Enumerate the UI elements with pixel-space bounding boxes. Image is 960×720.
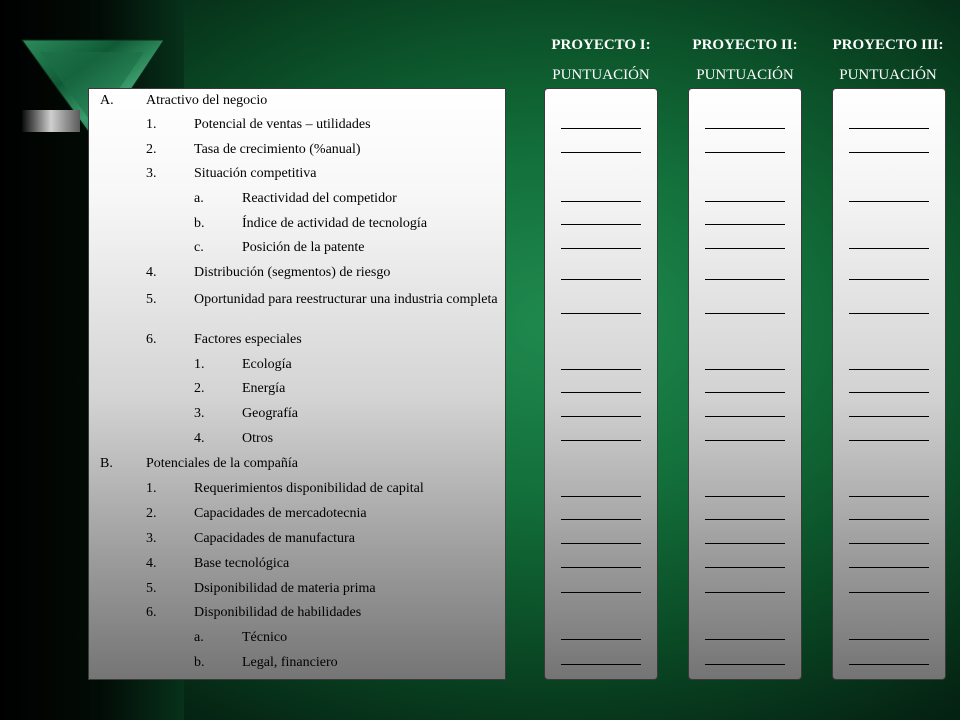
project-2-score-blank [705, 416, 785, 417]
project-2-score-blank [705, 201, 785, 202]
project-2-score-blank [705, 152, 785, 153]
project-2-score-blank [705, 664, 785, 665]
criteria-text: Oportunidad para reestructurar una industria completa [194, 292, 498, 307]
project-1-score-blank [561, 440, 641, 441]
project-3-title: PROYECTO III: [832, 37, 944, 53]
project-2-subtitle: PUNTUACIÓN [696, 67, 794, 83]
criteria-label: 2. [194, 381, 205, 396]
project-3-score-blank [849, 543, 929, 544]
project-3-score-blank [849, 416, 929, 417]
project-1-score-blank [561, 313, 641, 314]
project-2-score-blank [705, 592, 785, 593]
criteria-label: 6. [146, 605, 157, 620]
criteria-label: 5. [146, 292, 157, 307]
criteria-text: Geografía [242, 406, 298, 421]
project-3-score-blank [849, 496, 929, 497]
project-3-score-blank [849, 201, 929, 202]
criteria-text: Distribución (segmentos) de riesgo [194, 265, 391, 280]
project-1-score-blank [561, 224, 641, 225]
criteria-text: Tasa de crecimiento (%anual) [194, 142, 361, 157]
project-3-header [818, 30, 958, 90]
project-2-score-blank [705, 496, 785, 497]
criteria-text: Otros [242, 431, 274, 446]
project-2-score-blank [705, 392, 785, 393]
criteria-label: 6. [146, 332, 157, 347]
project-3-score-blank [849, 440, 929, 441]
project-3-score-blank [849, 369, 929, 370]
criteria-label: 4. [146, 265, 157, 280]
project-1-score-blank [561, 279, 641, 280]
project-1-title: PROYECTO I: [551, 37, 651, 53]
project-1-subtitle: PUNTUACIÓN [552, 67, 650, 83]
project-1-score-blank [561, 201, 641, 202]
project-2-score-blank [705, 519, 785, 520]
criteria-text: Base tecnológica [194, 556, 290, 571]
criteria-text: Reactividad del competidor [242, 191, 397, 206]
project-2-header [675, 30, 815, 90]
criteria-text: Posición de la patente [242, 240, 365, 255]
project-3-score-blank [849, 664, 929, 665]
project-2-score-blank [705, 440, 785, 441]
project-1-score-blank [561, 567, 641, 568]
criteria-label: b. [194, 655, 205, 670]
criteria-label: A. [100, 93, 114, 108]
project-2-score-blank [705, 224, 785, 225]
criteria-label: b. [194, 216, 205, 231]
project-1-header [531, 30, 671, 90]
project-2-score-blank [705, 128, 785, 129]
project-3-score-blank [849, 248, 929, 249]
project-2-score-blank [705, 639, 785, 640]
project-2-score-blank [705, 248, 785, 249]
criteria-label: 1. [194, 357, 205, 372]
criteria-label: 3. [146, 531, 157, 546]
criteria-text: Dsiponibilidad de materia prima [194, 581, 376, 596]
criteria-label: B. [100, 456, 113, 471]
criteria-text: Potencial de ventas – utilidades [194, 117, 371, 132]
project-2-title: PROYECTO II: [692, 37, 798, 53]
criteria-text: Potenciales de la compañía [146, 456, 298, 471]
criteria-label: 4. [146, 556, 157, 571]
project-3-score-blank [849, 279, 929, 280]
project-1-score-blank [561, 369, 641, 370]
criteria-label: 3. [194, 406, 205, 421]
criteria-label: 1. [146, 117, 157, 132]
criteria-text: Disponibilidad de habilidades [194, 605, 362, 620]
criteria-text: Índice de actividad de tecnología [242, 216, 428, 231]
criteria-text: Capacidades de manufactura [194, 531, 355, 546]
project-3-score-blank [849, 128, 929, 129]
project-3-score-blank [849, 313, 929, 314]
project-1-score-blank [561, 592, 641, 593]
criteria-text: Legal, financiero [242, 655, 338, 670]
project-1-score-blank [561, 664, 641, 665]
project-1-score-blank [561, 543, 641, 544]
criteria-label: 4. [194, 431, 205, 446]
project-3-score-blank [849, 639, 929, 640]
project-2-score-blank [705, 369, 785, 370]
project-3-subtitle: PUNTUACIÓN [839, 67, 937, 83]
criteria-text: Técnico [242, 630, 288, 645]
project-1-score-blank [561, 519, 641, 520]
project-1-score-blank [561, 496, 641, 497]
criteria-label: 2. [146, 506, 157, 521]
criteria-label: 2. [146, 142, 157, 157]
criteria-text: Factores especiales [194, 332, 302, 347]
project-1-score-blank [561, 248, 641, 249]
project-3-score-blank [849, 592, 929, 593]
project-3-score-blank [849, 519, 929, 520]
project-2-score-blank [705, 279, 785, 280]
project-2-score-blank [705, 543, 785, 544]
criteria-label: c. [194, 240, 204, 255]
project-2-score-blank [705, 567, 785, 568]
criteria-text: Situación competitiva [194, 166, 317, 181]
criteria-text: Capacidades de mercadotecnia [194, 506, 367, 521]
criteria-text: Atractivo del negocio [146, 93, 268, 108]
project-1-score-blank [561, 416, 641, 417]
project-1-score-blank [561, 128, 641, 129]
project-1-score-blank [561, 639, 641, 640]
criteria-text: Requerimientos disponibilidad de capital [194, 481, 424, 496]
project-1-score-blank [561, 392, 641, 393]
criteria-text: Ecología [242, 357, 292, 372]
criteria-label: 3. [146, 166, 157, 181]
project-3-score-blank [849, 567, 929, 568]
project-2-score-blank [705, 313, 785, 314]
criteria-text: Energía [242, 381, 286, 396]
criteria-label: a. [194, 191, 204, 206]
project-3-score-blank [849, 152, 929, 153]
criteria-label: a. [194, 630, 204, 645]
project-3-score-blank [849, 392, 929, 393]
criteria-label: 1. [146, 481, 157, 496]
criteria-label: 5. [146, 581, 157, 596]
project-1-score-blank [561, 152, 641, 153]
